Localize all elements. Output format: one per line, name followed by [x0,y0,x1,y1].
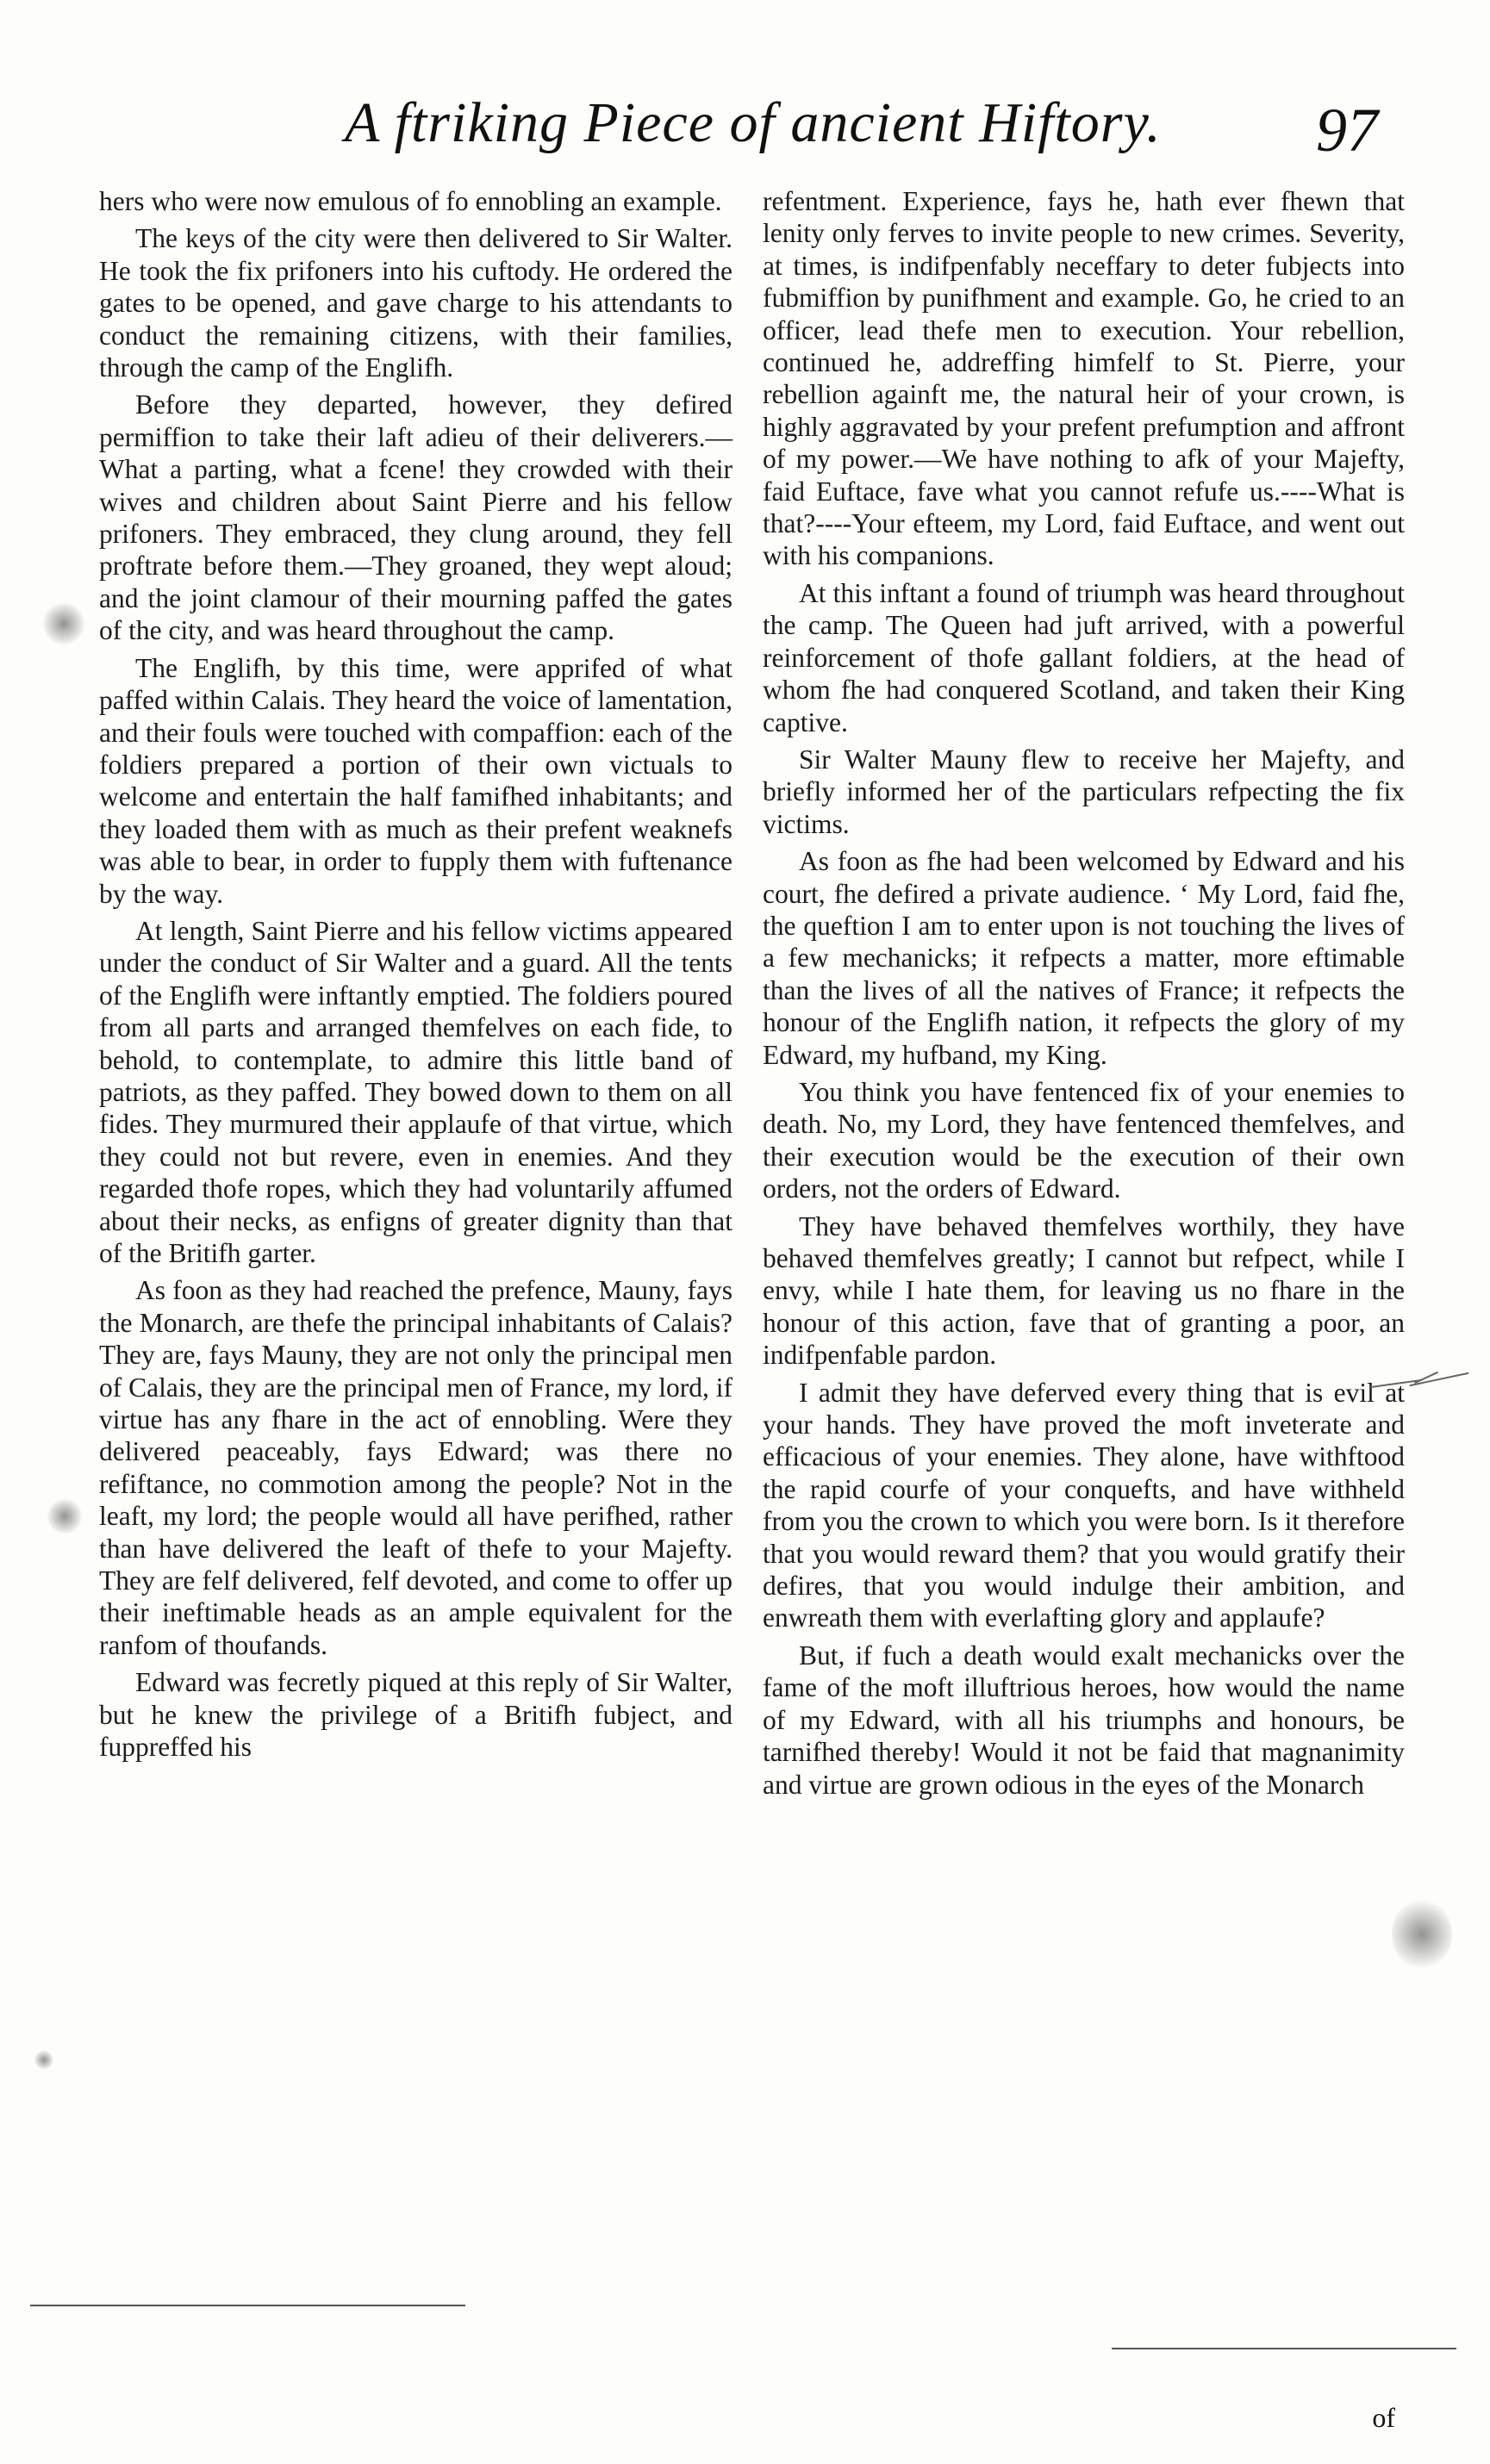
left-column [99,185,733,1769]
ink-speck [34,2050,53,2069]
paragraph: At this inftant a found of triumph was heard throughout the camp. The Queen had juft arrived, with a powerful reinforcement of thofe gallant foldiers, at the head of whom fhe had conquered Scotland, and taken their King captive. [763,577,1405,737]
paragraph: refentment. Experience, fays he, hath ever fhewn that lenity only ferves to invite people to new crimes. Severity, at times, is indifpenfably neceffary to deter fubjects into fubmiffion by punifhment and example. Go, he cried to an officer, lead thefe men to execution. Your rebellion, continued he, addreffing himfelf to St. Pierre, your rebellion againft me, the natural heir of your crown, is highly aggravated by your prefent prefumption and affront of my power.—We have nothing to afk of your Majefty, faid Euftace, fave what you cannot refufe us.----What is that?----Your efteem, my Lord, faid Euftace, and went out with his companions. [763,186,1405,571]
paragraph: They have behaved themfelves worthily, they have behaved themfelves greatly; I cannot but refpect, while I envy, while I hate them, for leaving us no fhare in the honour of this action, fave that of granting a poor, an indifpenfable pardon. [763,1210,1405,1371]
underline-mark [1112,2348,1456,2349]
paragraph: I admit they have deferved every thing that is evil at your hands. They have proved the moft inveterate and efficacious of your enemies. They alone, have withftood the rapid courfe of your conquefts, and have withheld from you the crown to which you were born. Is it therefore that you would reward them? that you would gratify their defires, that you would indulge their ambition, and enwreath them with everlafting glory and applaufe? [763,1377,1405,1633]
right-column [763,185,1405,1806]
running-title: A ftriking Piece of ancient Hiftory. [345,91,1162,154]
ink-speck [43,603,84,644]
paragraph: The Englifh, by this time, were apprifed of what paffed within Calais. They heard the voice of lamentation, and their fouls were touched with compaffion: each of the foldiers prepared a portion of their own victuals to welcome and entertain the half famifhed inhabitants; and they loaded them with as much as their prefent weaknefs was able to bear, in order to fupply them with fuftenance by the way. [99,652,733,909]
catchword: of [1372,2402,1395,2433]
paragraph: As foon as they had reached the prefence, Mauny, fays the Monarch, are thefe the principal inhabitants of Calais? They are, fays Mauny, they are not only the principal men of Calais, they are the principal men of France, my lord, if virtue has any fhare in the act of ennobling. Were they delivered peaceably, fays Edward; was there no refiftance, no commotion among the people? Not in the leaft, my lord; the people would all have perifhed, rather than have delivered the leaft of thefe to your Majefty. They are felf delivered, felf devoted, and come to offer up their ineftimable heads as an ample equivalent for the ranfom of thoufands. [99,1275,733,1660]
paragraph: The keys of the city were then delivered to Sir Walter. He took the fix prifoners into his cuftody. He ordered the gates to be opened, and gave charge to his attendants to conduct the remaining citizens, with their families, through the camp of the Englifh. [99,223,733,383]
paragraph: At length, Saint Pierre and his fellow victims appeared under the conduct of Sir Walter and a guard. All the tents of the Englifh were inftantly emptied. The foldiers poured from all parts and arranged themfelves on each fide, to behold, to contemplate, to admire this little band of patriots, as they paffed. They bowed down to them on all fides. They murmured their applaufe of that virtue, which they could not but revere, even in enemies. And they regarded thofe ropes, which they had voluntarily affumed about their necks, as enfigns of greater dignity than that of the Britifh garter. [99,915,733,1268]
paragraph: Edward was fecretly piqued at this reply of Sir Walter, but he knew the privilege of a Britifh fubject, and fuppreffed his [99,1667,733,1763]
paragraph: Before they departed, however, they defired permiffion to take their laft adieu of their deliverers.—What a parting, what a fcene! they crowded with their wives and children about Saint Pierre and his fellow prifoners. They embraced, they clung around, they fell proftrate before them.—They groaned, they wept aloud; and the joint clamour of their mourning paffed the gates of the city, and was heard throughout the camp. [99,389,733,646]
paragraph: But, if fuch a death would exalt mechanicks over the fame of the moft illuftrious heroes, how would the name of my Edward, with all his triumphs and honours, be tarnifhed thereby! Would it not be faid that magnanimity and virtue are grown odious in the eyes of the Monarch [763,1640,1405,1800]
ink-speck [47,1499,82,1534]
paragraph: Sir Walter Mauny flew to receive her Majefty, and briefly informed her of the particulars refpecting the fix victims. [763,744,1405,839]
paragraph: hers who were now emulous of fo ennobling an example. [99,186,722,216]
page-number: 97 [1316,96,1378,165]
ink-speck [1392,1900,1452,1969]
paragraph: As foon as fhe had been welcomed by Edward and his court, fhe defired a private audience. ‘ My Lord, faid fhe, the queftion I am to enter upon is not touching the lives of a few mechanicks; it refpects a matter, more eftimable than the lives of all the natives of France; it refpects the honour of the Englifh nation, it refpects the glory of my Edward, my hufband, my King. [763,846,1405,1070]
underline-mark [30,2305,465,2306]
paragraph: You think you have fentenced fix of your enemies to death. No, my Lord, they have fentenced themfelves, and their execution would be the execution of their own orders, not the orders of Edward. [763,1076,1405,1204]
